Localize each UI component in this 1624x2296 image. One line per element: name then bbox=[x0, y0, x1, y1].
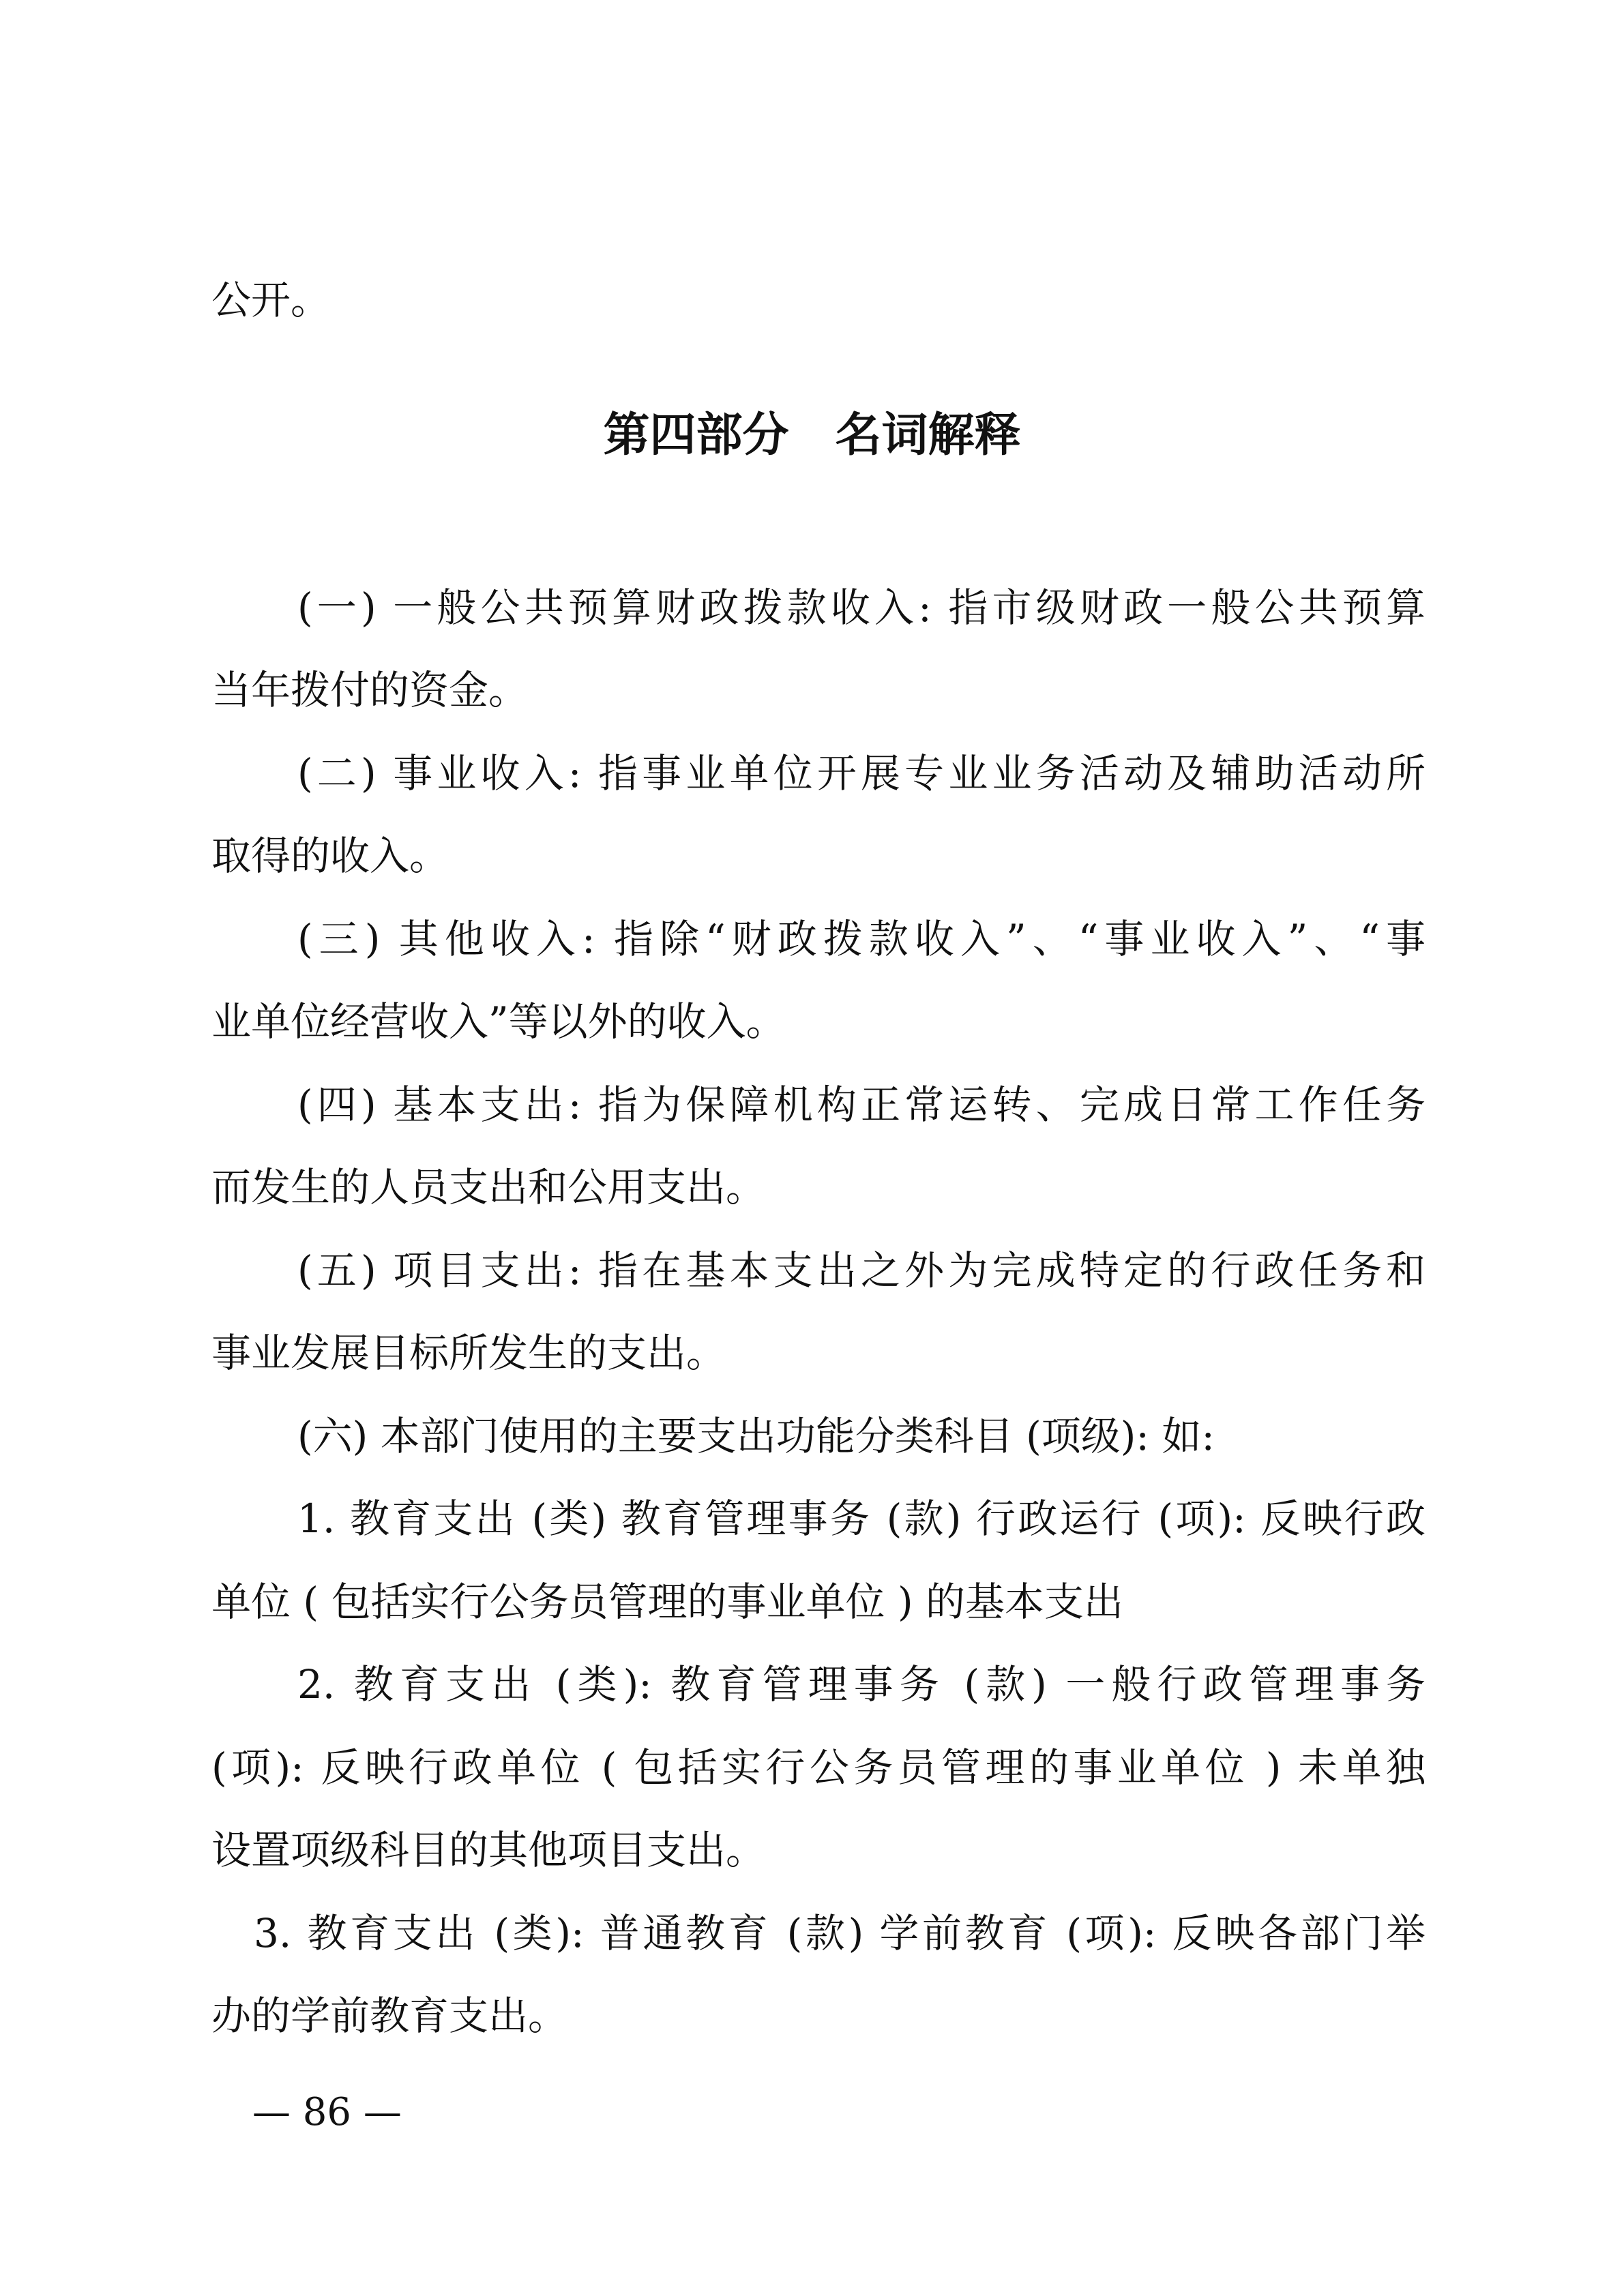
entry-first-line: 2. 教育支出 (类): 教育管理事务 (款) 一般行政管理事务 bbox=[297, 1661, 1426, 1708]
entry-first-line: 3. 教育支出 (类): 普通教育 (款) 学前教育 (项): 反映各部门举 bbox=[254, 1910, 1426, 1956]
entry-first-line: (三) 其他收入: 指除“财政拨款收入”、“事业收入”、“事 bbox=[297, 916, 1426, 962]
entry-first-line: (四) 基本支出: 指为保障机构正常运转、完成日常工作任务 bbox=[297, 1082, 1426, 1128]
entry-continuation-line: (项): 反映行政单位 ( 包括实行公务员管理的事业单位 ) 未单独 bbox=[211, 1744, 1426, 1791]
entry-continuation-line: 办的学前教育支出。 bbox=[211, 1993, 568, 2039]
entry-first-line: (六) 本部门使用的主要支出功能分类科目 (项级): 如: bbox=[297, 1413, 1215, 1459]
section-heading: 第四部分 名词解释 bbox=[603, 408, 1021, 462]
entry-continuation-line: 取得的收入。 bbox=[211, 833, 449, 879]
page-number: — 86 — bbox=[252, 2090, 402, 2134]
continuation-text: 公开。 bbox=[211, 277, 331, 323]
entry-continuation-line: 而发生的人员支出和公用支出。 bbox=[211, 1164, 766, 1210]
entry-continuation-line: 单位 ( 包括实行公务员管理的事业单位 ) 的基本支出 bbox=[211, 1579, 1124, 1625]
entry-continuation-line: 业单位经营收入”等以外的收入。 bbox=[211, 998, 786, 1045]
entry-continuation-line: 设置项级科目的其他项目支出。 bbox=[211, 1827, 766, 1873]
entry-first-line: (一) 一般公共预算财政拨款收入: 指市级财政一般公共预算 bbox=[297, 584, 1426, 631]
entry-continuation-line: 事业发展目标所发生的支出。 bbox=[211, 1330, 726, 1376]
entry-continuation-line: 当年拨付的资金。 bbox=[211, 667, 529, 713]
entry-first-line: 1. 教育支出 (类) 教育管理事务 (款) 行政运行 (项): 反映行政 bbox=[297, 1495, 1426, 1542]
entry-first-line: (五) 项目支出: 指在基本支出之外为完成特定的行政任务和 bbox=[297, 1247, 1426, 1294]
entry-first-line: (二) 事业收入: 指事业单位开展专业业务活动及辅助活动所 bbox=[297, 750, 1426, 796]
